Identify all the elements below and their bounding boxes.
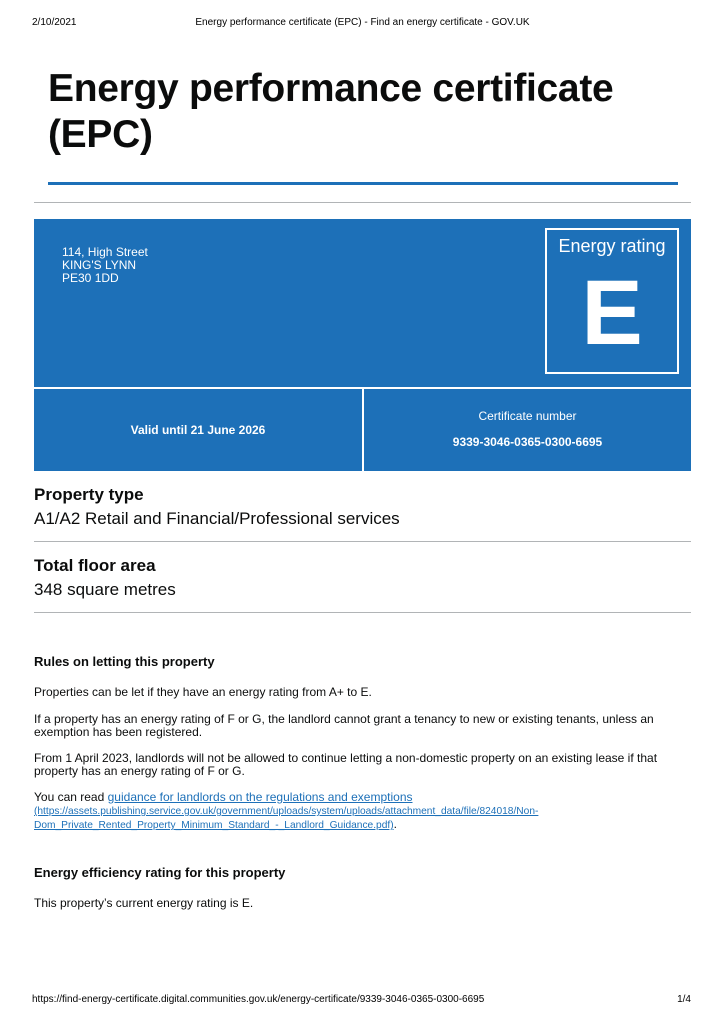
efficiency-rating-text: This property’s current energy rating is E. (34, 896, 254, 910)
valid-until (34, 389, 362, 471)
certificate-number: 9339-3046-0365-0300-6695 (452, 435, 603, 449)
print-page-title: Energy performance certificate (EPC) - Find an energy certificate - GOV.UK (195, 17, 530, 28)
section-divider (34, 541, 691, 542)
print-date: 2/10/2021 (32, 17, 77, 28)
letting-rule-paragraph: From 1 April 2023, landlords will not be allowed to continue letting a non-domestic property on an existing lease if that property has an energy rating of F or G. (34, 751, 658, 778)
page-title: Energy performance certificate (EPC) (48, 67, 614, 156)
address-line: PE30 1DD (62, 271, 119, 285)
section-divider (34, 202, 691, 203)
floor-area-heading: Total floor area (34, 556, 156, 575)
guidance-end-text: . (393, 817, 397, 831)
certificate-number-panel (364, 389, 691, 471)
certificate-number-label: Certificate number (478, 409, 577, 423)
floor-area-value: 348 square metres (34, 580, 176, 599)
property-type-heading: Property type (34, 485, 144, 504)
valid-until-text: Valid until 21 June 2026 (130, 423, 266, 437)
energy-rating-label: Energy rating (558, 236, 666, 256)
address-line: 114, High Street (62, 245, 148, 259)
property-address (62, 246, 148, 285)
guidance-paragraph (34, 791, 664, 832)
efficiency-rating-heading: Energy efficiency rating for this property (34, 865, 286, 880)
section-divider (34, 612, 691, 613)
letting-rule-paragraph: Properties can be let if they have an energy rating from A+ to E. (34, 685, 372, 699)
letting-rule-paragraph: If a property has an energy rating of F or G, the landlord cannot grant a tenancy to new or existing tenants, unless an exemption has been registered. (34, 712, 654, 739)
property-type-value: A1/A2 Retail and Financial/Professional services (34, 509, 400, 528)
letting-rules-heading: Rules on letting this property (34, 654, 215, 669)
epc-summary-box (34, 219, 691, 471)
guidance-url-link[interactable]: (https://assets.publishing.service.gov.uk/government/uploads/system/uploads/attachment_data/file/824018/Non-Dom_Private_Rented_Property_Minimum_Standard_-_Landlord_Guidance.pdf) (34, 806, 539, 831)
energy-rating-box (545, 228, 679, 374)
page-number: 1/4 (677, 994, 691, 1005)
guidance-link[interactable]: guidance for landlords on the regulations and exemptions (107, 790, 413, 804)
title-underline (48, 182, 678, 185)
guidance-lead-text: You can read (34, 790, 108, 804)
print-url: https://find-energy-certificate.digital.communities.gov.uk/energy-certificate/9339-3046-0365-0300-6695 (32, 994, 485, 1005)
address-line: KING'S LYNN (62, 258, 137, 272)
energy-rating-letter: E (581, 262, 643, 364)
